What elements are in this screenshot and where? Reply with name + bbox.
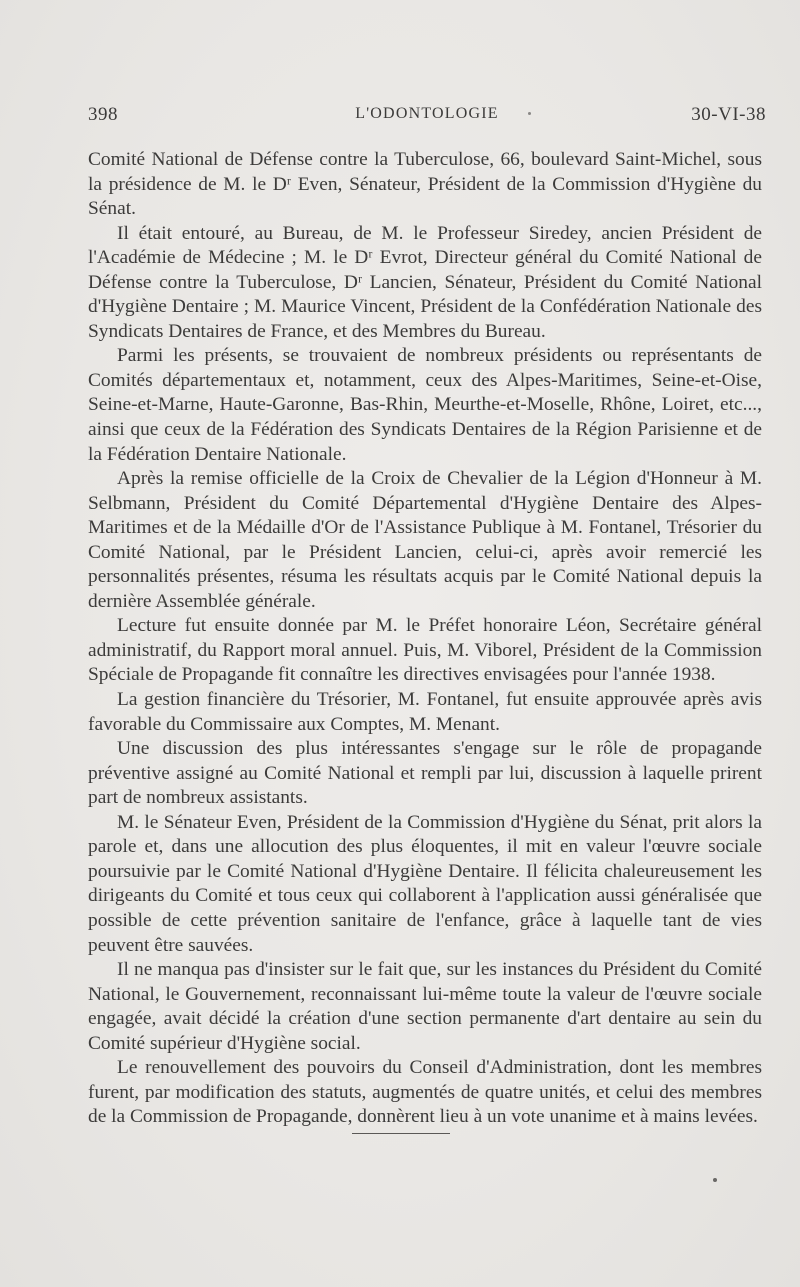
journal-title: L'ODONTOLOGIE (355, 105, 499, 122)
paragraph: Après la remise officielle de la Croix de Chevalier de la Légion d'Honneur à M. Selbmann, Président du Comité Départemental d'Hygiène Dentaire des Alpes-Maritimes et de la Médaille d'Or de l'Assistance Publique à M. Fontanel, Trésorier du Comité National, par le Président Lancien, celui-ci, après avoir remercié les personnalités présentes, résuma les résultats acquis par le Comité National depuis la dernière Assemblée générale. (88, 468, 762, 612)
issue-date: 30-VI-38 (691, 104, 766, 125)
paragraph: Il était entouré, au Bureau, de M. le Professeur Siredey, ancien Président de l'Académie de Médecine ; M. le Dʳ Evrot, Directeur général du Comité National de Défense contre la Tuberculose, Dʳ Lancien, Sénateur, Président du Comité National d'Hygiène Dentaire ; M. Maurice Vincent, Président de la Confédération Nationale des Syndicats Dentaires de France, et des Membres du Bureau. (88, 222, 762, 342)
page-number: 398 (88, 104, 118, 125)
paragraph: Le renouvellement des pouvoirs du Conseil d'Administration, dont les membres furent, par modification des statuts, augmentés de quatre unités, et celui des membres de la Commission de Propagande, donnèrent lieu à un vote unanime et à mains levées. (88, 1057, 762, 1128)
paragraph: Lecture fut ensuite donnée par M. le Préfet honoraire Léon, Secrétaire général administratif, du Rapport moral annuel. Puis, M. Viborel, Président de la Commission Spéciale de Propagande fit connaître les directives envisagées pour l'année 1938. (88, 615, 762, 686)
ink-speck (713, 1178, 717, 1182)
paragraph-continued: Comité National de Défense contre la Tuberculose, 66, boulevard Saint-Michel, sous la présidence de M. le Dʳ Even, Sénateur, Président de la Commission d'Hygiène du Sénat. (88, 149, 762, 220)
running-head (88, 104, 766, 128)
paragraph: M. le Sénateur Even, Président de la Commission d'Hygiène du Sénat, prit alors la parole et, dans une allocution des plus éloquentes, il mit en valeur l'œuvre sociale poursuivie par le Comité National d'Hygiène Dentaire. Il félicita chaleureusement les dirigeants du Comité et tous ceux qui collaborent à l'application aussi généralisée que possible de cette prévention sanitaire de l'enfance, grâce à laquelle tant de vies peuvent être sauvées. (88, 811, 762, 956)
paragraph: Une discussion des plus intéressantes s'engage sur le rôle de propagande préventive assigné au Comité National et rempli par lui, discussion à laquelle prirent part de nombreux assistants. (88, 738, 762, 809)
paragraph: Il ne manqua pas d'insister sur le fait que, sur les instances du Président du Comité National, le Gouvernement, reconnaissant lui-même toute la valeur de l'œuvre sociale engagée, avait décidé la création d'une section permanente d'art dentaire au sein du Comité supérieur d'Hygiène social. (88, 959, 762, 1054)
paragraph: Parmi les présents, se trouvaient de nombreux présidents ou représentants de Comités départementaux et, notamment, ceux des Alpes-Maritimes, Seine-et-Oise, Seine-et-Marne, Haute-Garonne, Bas-Rhin, Meurthe-et-Moselle, Rhône, Loiret, etc..., ainsi que ceux de la Fédération des Syndicats Dentaires de la Région Parisienne et de la Fédération Dentaire Nationale. (88, 345, 762, 465)
section-end-rule (352, 1133, 450, 1134)
article-body (88, 148, 762, 1130)
paragraph: La gestion financière du Trésorier, M. Fontanel, fut ensuite approuvée après avis favorable du Commissaire aux Comptes, M. Menant. (88, 689, 762, 735)
ink-speck (528, 112, 531, 115)
